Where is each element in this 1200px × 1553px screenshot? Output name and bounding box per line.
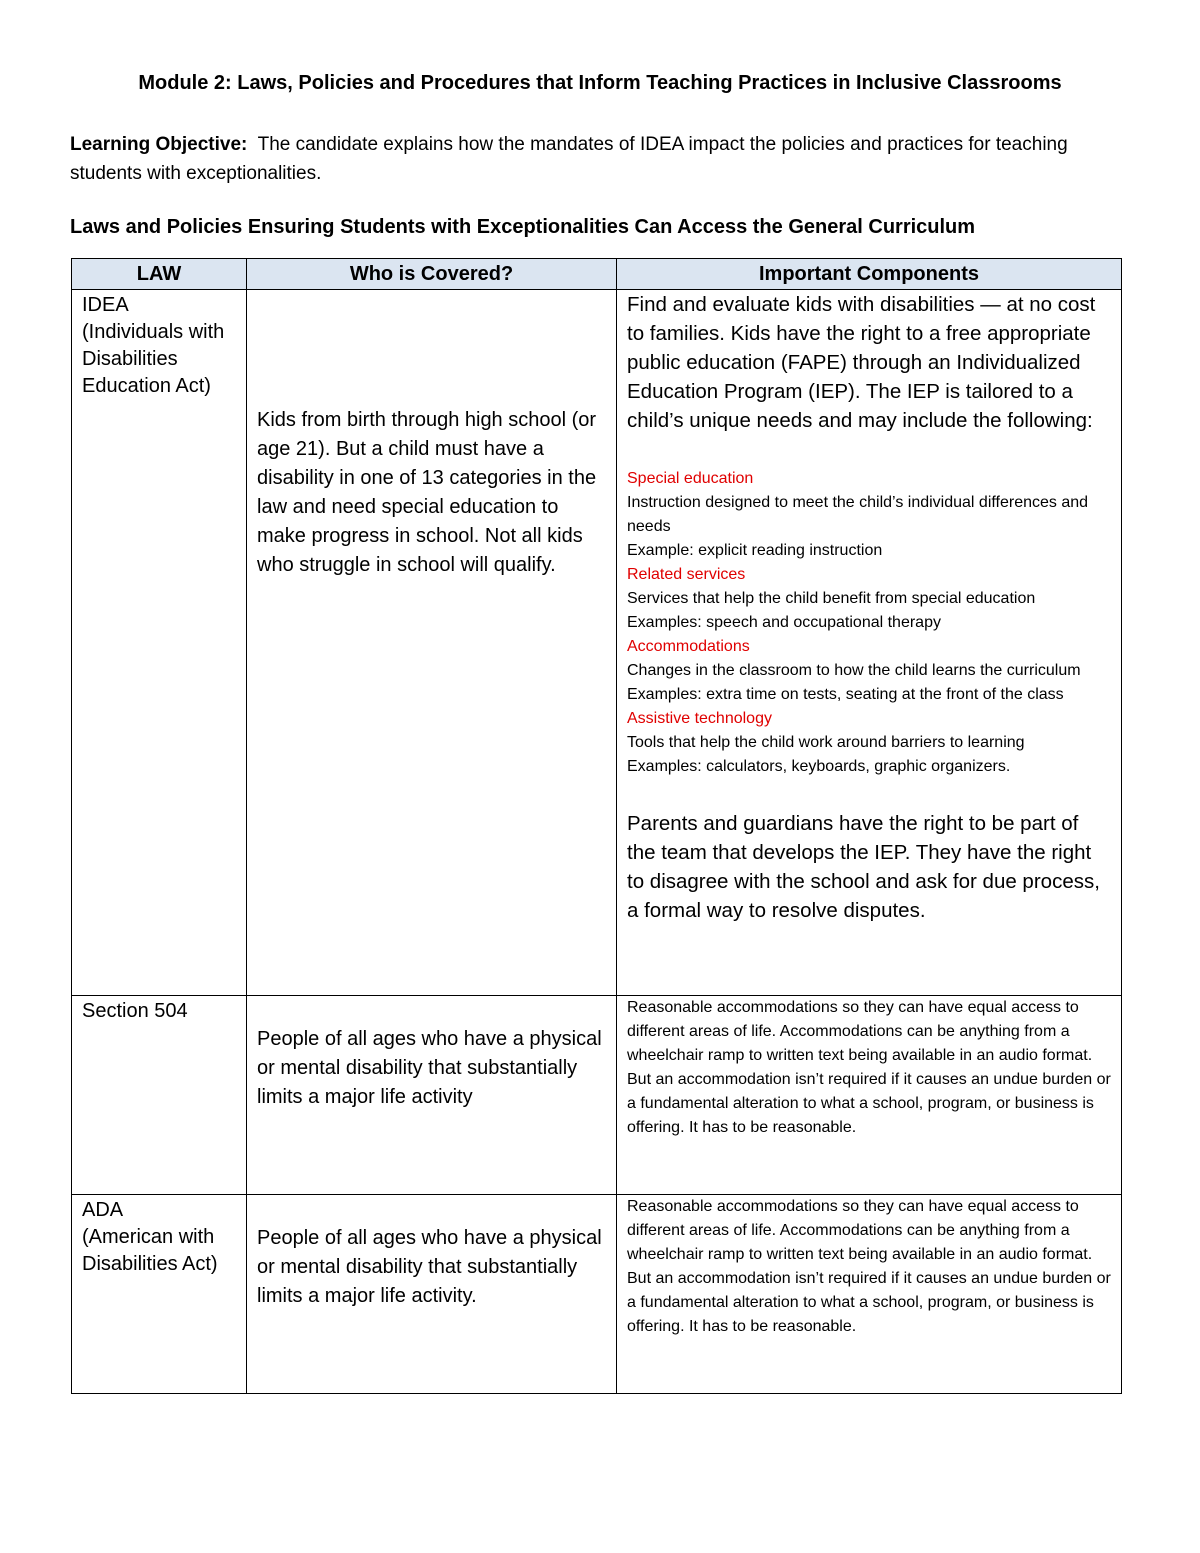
law-name: Section 504 — [82, 1000, 188, 1022]
components-cell-ada — [617, 1195, 1122, 1394]
law-cell-idea — [72, 290, 247, 996]
iep-item-line: Instruction designed to meet the child’s individual differences and needs — [627, 494, 1089, 535]
components-intro: Find and evaluate kids with disabilities — at no cost to families. Kids have the right to a free appropriate public education (FAPE) through an Individualized Education Program (IEP). The IEP is tailored to a child’s unique needs and may include the following: — [627, 293, 1096, 432]
iep-item-line: Changes in the classroom to how the child learns the curriculum — [627, 662, 1081, 679]
who-covered-text: People of all ages who have a physical or mental disability that substantially limits a major life activity — [257, 1028, 602, 1108]
iep-item-line: Examples: calculators, keyboards, graphic organizers. — [627, 758, 1011, 775]
page-title: Module 2: Laws, Policies and Procedures that Inform Teaching Practices in Inclusive Classrooms — [138, 72, 1062, 94]
header-who-covered: Who is Covered? — [247, 259, 617, 290]
table-row-section-504 — [72, 996, 1122, 1195]
laws-table — [71, 258, 1122, 1394]
table-header-row — [72, 259, 1122, 290]
components-cell-idea — [617, 290, 1122, 996]
iep-item-heading: Accommodations — [627, 638, 750, 655]
law-full-name: (Individuals with Disabilities Education Act) — [82, 321, 225, 397]
iep-item-line: Examples: extra time on tests, seating at the front of the class — [627, 686, 1064, 703]
law-cell-section-504 — [72, 996, 247, 1195]
who-covered-cell-ada — [247, 1195, 617, 1394]
law-full-name: (American with Disabilities Act) — [82, 1226, 218, 1275]
iep-item-heading: Assistive technology — [627, 710, 772, 727]
iep-item-heading: Related services — [627, 566, 746, 583]
who-covered-cell-section-504 — [247, 996, 617, 1195]
iep-item-line: Example: explicit reading instruction — [627, 542, 883, 559]
law-cell-ada — [72, 1195, 247, 1394]
section-heading: Laws and Policies Ensuring Students with Exceptionalities Can Access the General Curriculum — [70, 216, 976, 238]
iep-item-line: Tools that help the child work around barriers to learning — [627, 734, 1025, 751]
iep-item-line: Services that help the child benefit from special education — [627, 590, 1036, 607]
header-law: LAW — [72, 259, 247, 290]
iep-item-assistive-technology — [627, 707, 1111, 779]
iep-item-related-services — [627, 563, 1111, 635]
components-text: Reasonable accommodations so they can have equal access to different areas of life. Accommodations can be anything from a wheelchair ramp to written text being available in an audio format. But an accommodation isn’t required if it causes an undue burden or a fundamental alteration to what a school, program, or business is offering. It has to be reasonable. — [627, 999, 1111, 1136]
law-name: ADA — [82, 1199, 124, 1221]
iep-item-special-education — [627, 467, 1111, 563]
components-text: Reasonable accommodations so they can have equal access to different areas of life. Accommodations can be anything from a wheelchair ramp to written text being available in an audio format. But an accommodation isn’t required if it causes an undue burden or a fundamental alteration to what a school, program, or business is offering. It has to be reasonable. — [627, 1198, 1111, 1335]
who-covered-text: People of all ages who have a physical or mental disability that substantially limits a major life activity. — [257, 1227, 602, 1307]
learning-objective — [70, 130, 1130, 188]
iep-item-accommodations — [627, 635, 1111, 707]
who-covered-text: Kids from birth through high school (or age 21). But a child must have a disability in one of 13 categories in the law and need special education to make progress in school. Not all kids who struggle in school will qualify. — [257, 409, 597, 576]
table-row-ada — [72, 1195, 1122, 1394]
components-outro: Parents and guardians have the right to be part of the team that develops the IEP. They have the right to disagree with the school and ask for due process, a formal way to resolve disputes. — [627, 812, 1100, 922]
iep-item-line: Examples: speech and occupational therapy — [627, 614, 941, 631]
table-row-idea — [72, 290, 1122, 996]
iep-item-heading: Special education — [627, 470, 754, 487]
components-cell-section-504 — [617, 996, 1122, 1195]
objective-text: The candidate explains how the mandates of IDEA impact the policies and practices for teaching students with exceptionalities. — [70, 134, 1068, 184]
header-important-components: Important Components — [617, 259, 1122, 290]
objective-label: Learning Objective: — [70, 134, 248, 155]
who-covered-cell-idea — [247, 290, 617, 996]
law-name: IDEA — [82, 294, 129, 316]
